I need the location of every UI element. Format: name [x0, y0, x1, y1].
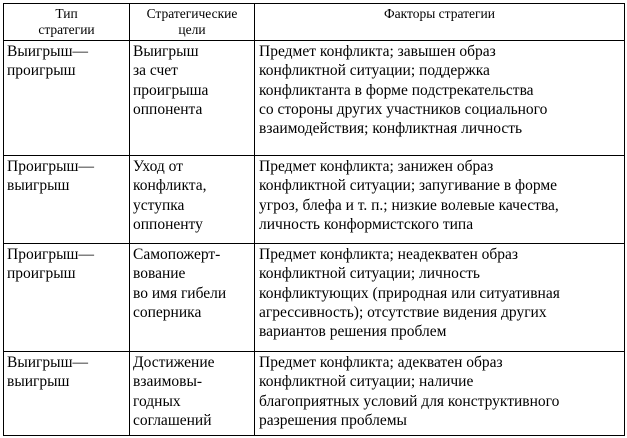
cell-strategy-factors: Предмет конфликта; адекватен образ конфликтной ситуации; наличие благоприятных условий для конструктивного разрешения проблемы	[255, 352, 625, 436]
cell-strategic-goals: Достижение взаимовы- годных соглашений	[130, 352, 255, 436]
cell-strategy-type: Выигрыш— выигрыш	[4, 352, 130, 436]
cell-strategy-type: Проигрыш— проигрыш	[4, 244, 130, 352]
cell-strategy-type: Выигрыш— проигрыш	[4, 41, 130, 156]
table-row	[4, 156, 625, 244]
cell-strategy-factors: Предмет конфликта; завышен образ конфликтной ситуации; поддержка конфликтанта в форме подстрекательства со стороны других участников социального взаимодействия; конфликтная личность	[255, 41, 625, 156]
header-strategy-type: Тип стратегии	[4, 4, 130, 41]
strategy-table	[3, 3, 625, 436]
header-strategic-goals: Стратегические цели	[130, 4, 255, 41]
cell-strategic-goals: Самопожерт- вование во имя гибели соперника	[130, 244, 255, 352]
cell-strategy-factors: Предмет конфликта; занижен образ конфликтной ситуации; запугивание в форме угроз, блефа и т. п.; низкие волевые качества, личность конформистского типа	[255, 156, 625, 244]
table-header-row	[4, 4, 625, 41]
cell-strategy-type: Проигрыш— выигрыш	[4, 156, 130, 244]
header-strategy-factors: Факторы стратегии	[255, 4, 625, 41]
cell-strategic-goals: Выигрыш за счет проигрыша оппонента	[130, 41, 255, 156]
table-row	[4, 352, 625, 436]
cell-strategy-factors: Предмет конфликта; неадекватен образ конфликтной ситуации; личность конфликтующих (природная или ситуативная агрессивность); отсутствие видения других вариантов решения проблем	[255, 244, 625, 352]
table-row	[4, 244, 625, 352]
table-row	[4, 41, 625, 156]
cell-strategic-goals: Уход от конфликта, уступка оппоненту	[130, 156, 255, 244]
